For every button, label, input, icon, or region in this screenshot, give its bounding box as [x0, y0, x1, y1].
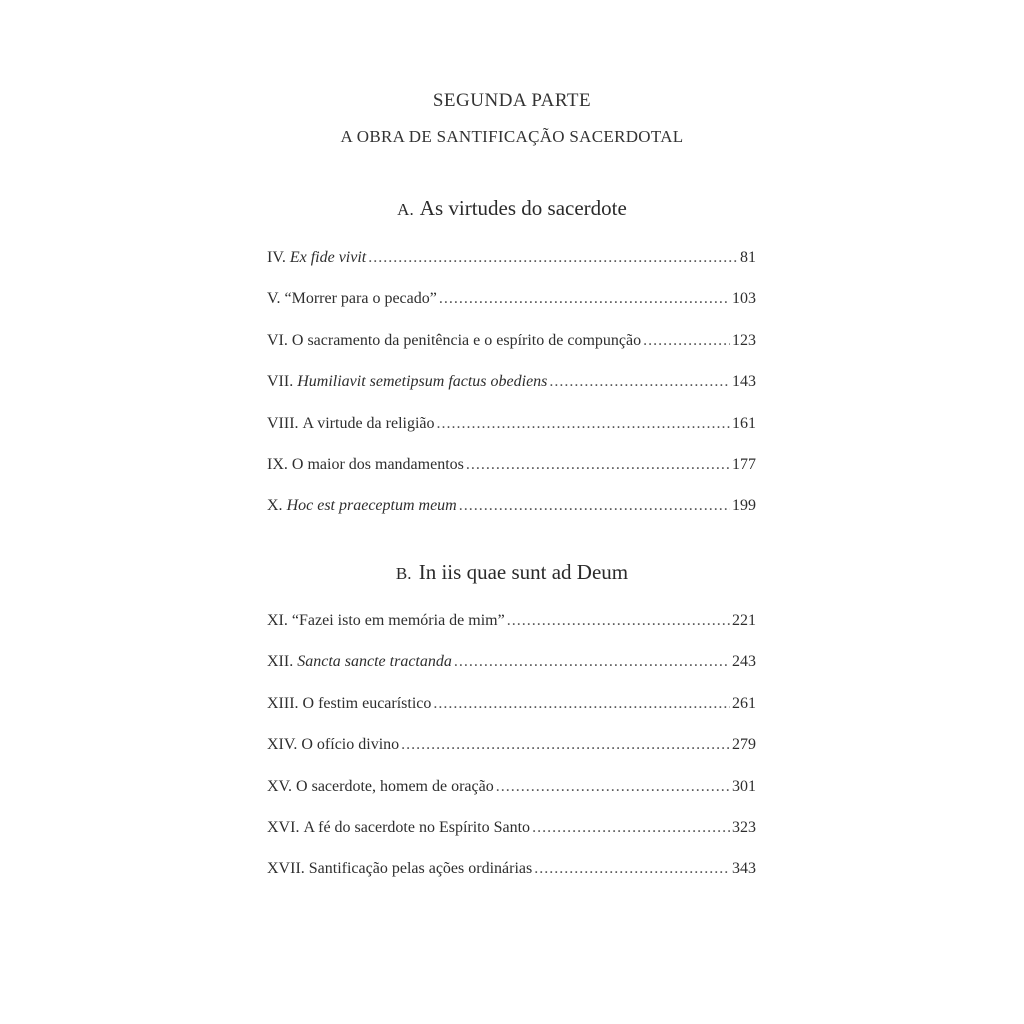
toc-entry[interactable]	[267, 247, 756, 288]
chapter-number: X.	[267, 497, 283, 515]
chapter-title: O sacerdote, homem de oração	[296, 777, 494, 795]
dot-leader	[466, 454, 730, 476]
chapter-title: Sancta sancte tractanda	[297, 653, 452, 671]
toc-entry[interactable]	[267, 330, 756, 371]
page-number: 161	[732, 414, 756, 432]
dot-leader	[496, 776, 730, 798]
section-title: As virtudes do sacerdote	[419, 196, 627, 220]
chapter-title: Ex fide vivit	[289, 249, 367, 266]
toc-entry[interactable]	[267, 858, 756, 899]
chapter-number: XVI.	[267, 818, 300, 836]
chapter-number: V.	[267, 290, 281, 308]
dot-leader	[368, 247, 738, 269]
chapter-number: VII.	[267, 373, 294, 391]
toc-list-b	[267, 610, 756, 900]
chapter-title: Hoc est praeceptum meum	[286, 497, 457, 515]
page-number: 343	[732, 860, 756, 878]
chapter-title: Humiliavit semetipsum factus obediens	[297, 373, 548, 391]
chapter-title: O maior dos mandamentos	[291, 455, 464, 473]
page-number: 261	[732, 694, 756, 712]
chapter-number: XIV.	[267, 736, 298, 754]
chapter-title: Santificação pelas ações ordinárias	[308, 860, 533, 878]
dot-leader	[433, 693, 730, 715]
dot-leader	[507, 610, 730, 632]
chapter-number: IX.	[267, 455, 288, 473]
chapter-title: “Fazei isto em memória de mim”	[291, 612, 505, 629]
page-number: 301	[732, 777, 756, 795]
chapter-number: XV.	[267, 777, 293, 795]
chapter-number: VIII.	[267, 414, 299, 432]
section-letter: A.	[397, 200, 414, 219]
page-number: 243	[732, 653, 756, 671]
chapter-title: O ofício divino	[301, 736, 400, 754]
dot-leader	[534, 858, 730, 880]
page-number: 199	[732, 497, 756, 515]
page-number: 221	[732, 612, 756, 629]
chapter-title: A fé do sacerdote no Espírito Santo	[303, 818, 531, 836]
chapter-title: O sacramento da penitência e o espírito de compunção	[291, 331, 642, 349]
toc-entry[interactable]	[267, 776, 756, 817]
dot-leader	[549, 371, 730, 393]
toc-entry[interactable]	[267, 454, 756, 495]
page-number: 177	[732, 455, 756, 473]
section-letter: B.	[395, 564, 412, 583]
chapter-number: VI.	[267, 331, 288, 349]
chapter-number: XI.	[267, 612, 288, 629]
chapter-number: XVII.	[267, 860, 305, 878]
page-number: 279	[732, 736, 756, 754]
toc-list-a	[267, 247, 756, 537]
section-title: In iis quae sunt ad Deum	[418, 560, 629, 584]
page-number: 123	[732, 331, 756, 349]
dot-leader	[643, 330, 730, 352]
toc-entry[interactable]	[267, 371, 756, 412]
page-number: 323	[732, 818, 756, 836]
chapter-number: XII.	[267, 653, 294, 671]
dot-leader	[437, 413, 730, 435]
toc-entry[interactable]	[267, 288, 756, 329]
toc-entry[interactable]	[267, 693, 756, 734]
dot-leader	[532, 817, 730, 839]
dot-leader	[459, 495, 730, 517]
toc-entry[interactable]	[267, 651, 756, 692]
toc-entry[interactable]	[267, 734, 756, 775]
toc-entry[interactable]	[267, 413, 756, 454]
toc-entry[interactable]	[267, 495, 756, 536]
chapter-title: “Morrer para o pecado”	[284, 290, 437, 308]
dot-leader	[454, 651, 730, 673]
page-number: 143	[732, 373, 756, 391]
chapter-title: A virtude da religião	[302, 414, 435, 432]
toc-entry[interactable]	[267, 817, 756, 858]
dot-leader	[439, 288, 730, 310]
chapter-number: XIII.	[267, 694, 299, 712]
chapter-title: O festim eucarístico	[302, 694, 432, 712]
part-title: SEGUNDA PARTE	[432, 90, 592, 111]
page-number: 103	[732, 290, 756, 308]
page-number: 81	[740, 249, 756, 266]
section-heading-b	[0, 560, 1024, 585]
section-heading-a	[0, 196, 1024, 221]
chapter-number: IV.	[267, 249, 286, 266]
part-subtitle: A OBRA DE SANTIFICAÇÃO SACERDOTAL	[340, 127, 684, 146]
toc-entry[interactable]	[267, 610, 756, 651]
dot-leader	[401, 734, 730, 756]
